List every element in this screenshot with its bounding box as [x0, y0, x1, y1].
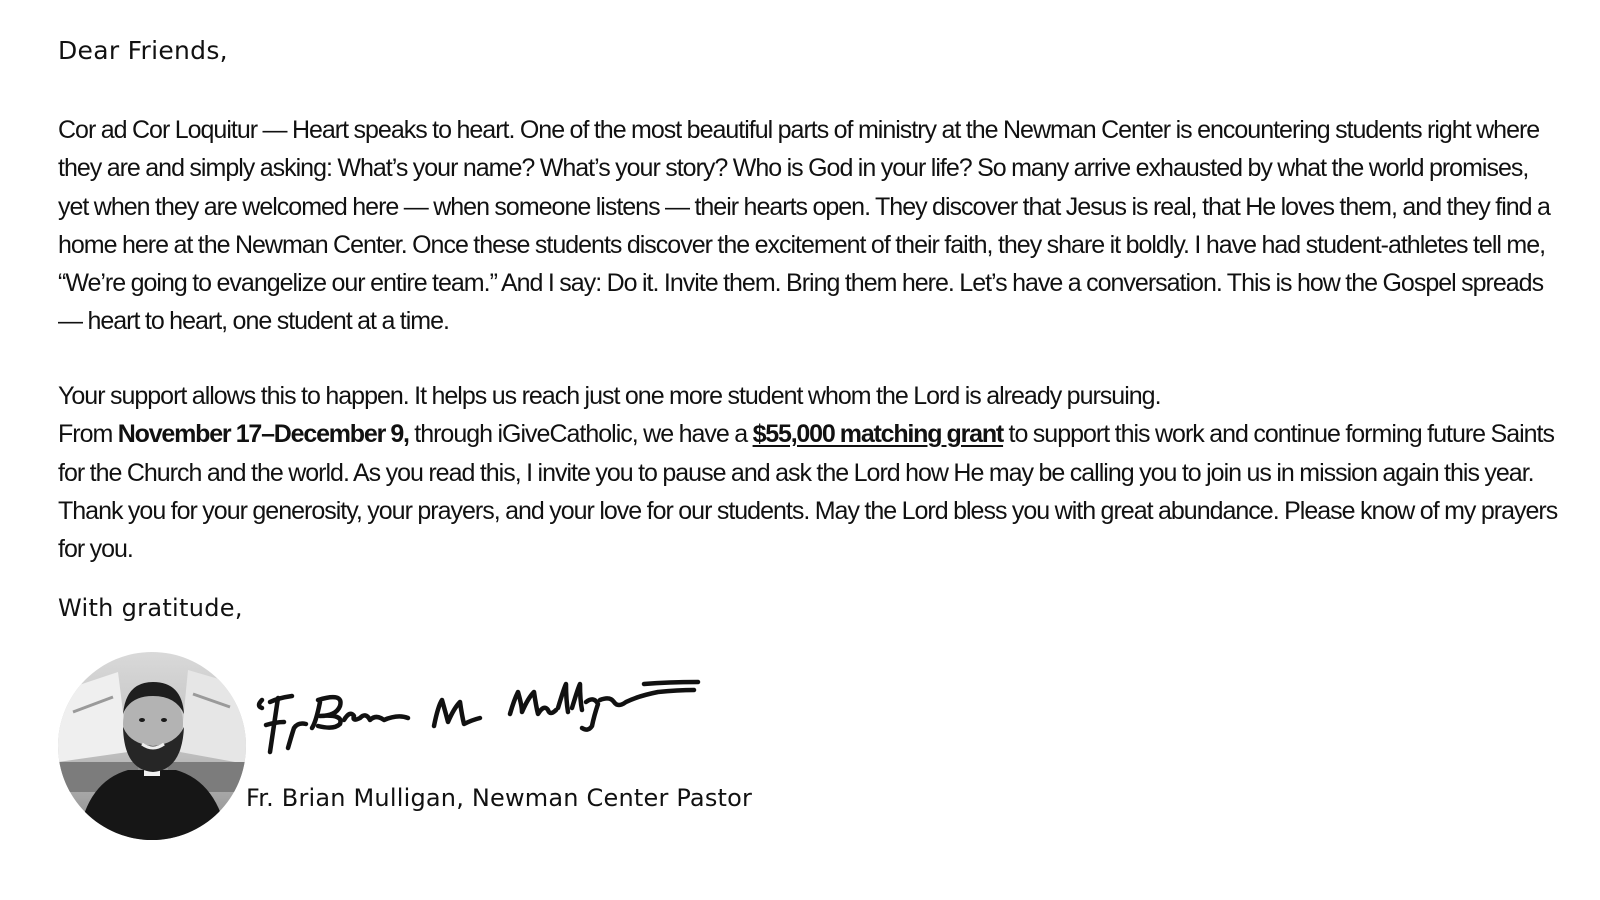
- from-text: From: [58, 420, 118, 449]
- pastor-portrait-image: [58, 652, 246, 840]
- handwritten-signature: [248, 670, 718, 770]
- campaign-dates: November 17–December 9,: [117, 420, 409, 449]
- pastor-avatar: [58, 652, 246, 840]
- matching-grant-link[interactable]: $55,000 matching grant: [752, 420, 1004, 449]
- letter-paragraph-2: [58, 377, 1558, 568]
- letter-paragraph-1: Cor ad Cor Loquitur — Heart speaks to heart. One of the most beautiful parts of ministry at the Newman Center is encountering students right where they are and simply asking: What’s your name? What’s your story? Who is God in your life? So many arrive exhausted by what the world promises, yet when they are welcomed here — when someone listens — their hearts open. They discover that Jesus is real, that He loves them, and they find a home here at the Newman Center. Once these students discover the excitement of their faith, they share it boldly. I have had student-athletes tell me, “We’re going to evangelize our entire team.” And I say: Do it. Invite them. Bring them here. Let’s have a conversation. This is how the Gospel spreads — heart to heart, one student at a time.: [58, 116, 1550, 336]
- igive-text: through iGiveCatholic, we have a: [408, 420, 753, 449]
- closing-remarks-text: to support this work and continue forming future Saints for the Church and the world. As you read this, I invite you to pause and ask the Lord how He may be calling you to join us in mission again this year. Thank you for your generosity, your prayers, and your love for our students. May the Lord bless you with great abundance. Please know of my prayers for you.: [58, 420, 1558, 564]
- letter-closing: With gratitude,: [58, 594, 243, 622]
- letter-greeting: Dear Friends,: [58, 36, 228, 65]
- signer-name-title: Fr. Brian Mulligan, Newman Center Pastor: [246, 784, 753, 812]
- support-sentence: Your support allows this to happen. It helps us reach just one more student whom the Lord is already pursuing.: [58, 382, 1161, 410]
